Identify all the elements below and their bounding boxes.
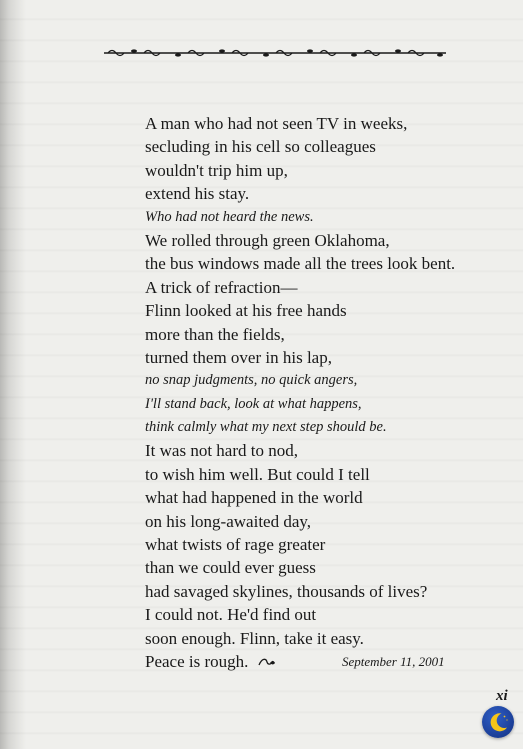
poem-line: extend his stay. <box>145 184 250 204</box>
poem-line: what had happened in the world <box>145 488 363 508</box>
poem-line: turned them over in his lap, <box>145 347 332 367</box>
poem-line: We rolled through green Oklahoma, <box>145 230 390 250</box>
binding-shadow <box>0 0 26 749</box>
poem-line: It was not hard to nod, <box>145 441 298 461</box>
poem-line: the bus windows made all the trees look bent. <box>145 254 456 274</box>
poem-line: what twists of rage greater <box>145 535 326 555</box>
leaf-flourish-icon <box>258 657 276 667</box>
poem-line: soon enough. Flinn, take it easy. <box>145 628 364 648</box>
poem-last-line-text: Peace is rough. <box>145 651 249 671</box>
poem-line: Flinn looked at his free hands <box>145 301 347 321</box>
poem-line: wouldn't trip him up, <box>145 160 288 180</box>
poem-line: to wish him well. But could I tell <box>145 464 370 484</box>
vine-ornament-icon <box>104 48 446 58</box>
poem-line: than we could ever guess <box>145 558 316 578</box>
poem-line: A trick of refraction— <box>145 277 298 297</box>
poem-line: more than the fields, <box>145 324 285 344</box>
poem-line: no snap judgments, no quick angers, <box>145 372 358 389</box>
poem-line: on his long-awaited day, <box>145 511 312 531</box>
poem-line: A man who had not seen TV in weeks, <box>145 114 408 133</box>
poem-dateline: September 11, 2001 <box>342 654 445 669</box>
poem-line: had savaged skylines, thousands of lives? <box>145 581 428 601</box>
poem-line: secluding in his cell so colleagues <box>145 137 376 157</box>
poem-body <box>145 112 475 673</box>
poem-line: I could not. He'd find out <box>145 605 317 625</box>
moon-icon <box>482 706 514 738</box>
night-mode-button[interactable] <box>482 706 514 738</box>
poem-line: I'll stand back, look at what happens, <box>145 395 362 412</box>
poem-line: Who had not heard the news. <box>145 208 314 225</box>
poem-line: think calmly what my next step should be. <box>145 419 387 436</box>
page-number: xi <box>496 688 508 704</box>
